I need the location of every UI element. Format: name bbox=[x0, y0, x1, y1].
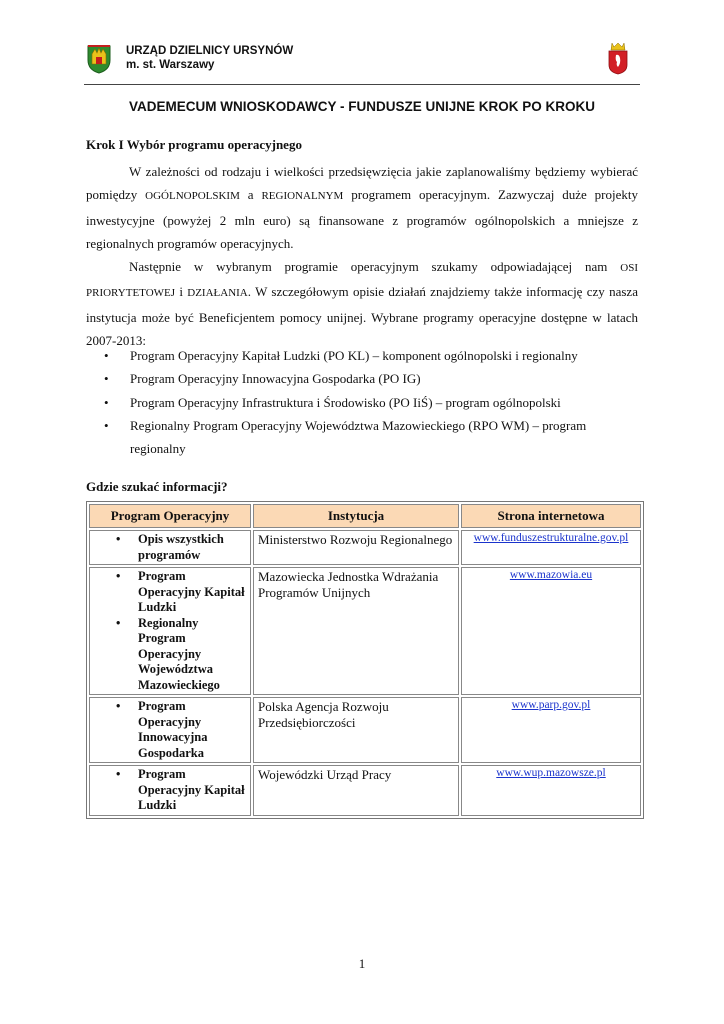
list-item-text: Regionalny Program Operacyjny Województwa Mazowieckiego (RPO WM) – program regionalny bbox=[130, 417, 587, 457]
list-item bbox=[86, 414, 638, 461]
website-cell bbox=[461, 697, 641, 763]
bullet-icon: • bbox=[104, 371, 109, 387]
program-item bbox=[94, 699, 246, 761]
bullet-icon: • bbox=[116, 569, 121, 583]
column-header-institution: Instytucja bbox=[253, 504, 459, 528]
website-link[interactable]: www.mazowia.eu bbox=[509, 569, 593, 581]
list-item-text: Program Operacyjny Innowacyjna Gospodarka (PO IG) bbox=[130, 371, 421, 387]
website-cell bbox=[461, 765, 641, 816]
program-item bbox=[94, 767, 246, 814]
website-link[interactable]: www.parp.gov.pl bbox=[511, 699, 591, 711]
section2-heading: Gdzie szukać informacji? bbox=[86, 479, 228, 494]
program-list bbox=[86, 344, 638, 460]
list-item bbox=[86, 367, 638, 390]
institution-cell: Mazowiecka Jednostka Wdrażania Programów Unijnych bbox=[253, 567, 459, 695]
paragraph-1 bbox=[86, 160, 638, 255]
website-cell bbox=[461, 567, 641, 695]
p1-part-a: W zależności od rodzaju i wielkości przedsięwzięcia jakie zaplanowaliśmy będziemy wybierać pomiędzy bbox=[86, 164, 638, 203]
table-header-row bbox=[89, 504, 641, 528]
program-item-text: Program Operacyjny Kapitał Ludzki bbox=[138, 767, 245, 812]
program-item-text: Program Operacyjny Kapitał Ludzki bbox=[138, 569, 245, 614]
website-link[interactable]: www.wup.mazowsze.pl bbox=[496, 767, 606, 779]
bullet-icon: • bbox=[104, 417, 109, 433]
paragraph-2 bbox=[86, 255, 638, 352]
section1-text bbox=[86, 160, 638, 352]
program-item bbox=[94, 616, 246, 694]
program-item bbox=[94, 569, 246, 616]
bullet-icon: • bbox=[104, 348, 109, 363]
program-cell bbox=[89, 530, 251, 565]
program-cell bbox=[89, 567, 251, 695]
table-row bbox=[89, 765, 641, 816]
document-title: VADEMECUM WNIOSKODAWCY - FUNDUSZE UNIJNE KROK PO KROKU bbox=[128, 99, 595, 114]
program-cell-list bbox=[94, 569, 246, 693]
section1-heading: Krok I Wybór programu operacyjnego bbox=[86, 137, 302, 152]
table-row bbox=[89, 530, 641, 565]
office-name-line2: m. st. Warszawy bbox=[126, 59, 215, 71]
program-item-text: Regionalny Program Operacyjny Województwa Mazowieckiego bbox=[138, 615, 220, 692]
office-name bbox=[126, 44, 293, 72]
bullet-icon: • bbox=[116, 615, 121, 630]
ursynow-coat-of-arms-icon bbox=[86, 42, 112, 74]
list-item bbox=[86, 391, 638, 414]
program-cell-list bbox=[94, 532, 246, 563]
column-header-program: Program Operacyjny bbox=[89, 504, 251, 528]
p2-term-action: DZIAŁANIA bbox=[187, 287, 248, 300]
page-number: 1 bbox=[358, 956, 366, 971]
program-item-text: Opis wszystkich programów bbox=[138, 532, 224, 562]
p2-part-c: . W szczegółowym opisie działań znajdziemy także informację czy nasza instytucja może być Beneficjentem pomocy unijnej. Wybrane programy operacyjne dostępne w latach 2007-2013: bbox=[86, 284, 638, 349]
program-cell-list bbox=[94, 699, 246, 761]
bullet-icon: • bbox=[116, 699, 121, 713]
program-cell bbox=[89, 697, 251, 763]
p2-part-a: Następnie w wybranym programie operacyjnym szukamy odpowiadającej nam bbox=[129, 259, 621, 275]
program-item-text: Program Operacyjny Innowacyjna Gospodarka bbox=[138, 699, 208, 760]
column-header-website: Strona internetowa bbox=[461, 504, 641, 528]
institution-cell: Polska Agencja Rozwoju Przedsiębiorczości bbox=[253, 697, 459, 763]
p1-term-regional: REGIONALNYM bbox=[261, 190, 344, 203]
p1-term-national: OGÓLNOPOLSKIM bbox=[145, 190, 240, 203]
p2-part-b: i bbox=[175, 284, 188, 300]
header-divider bbox=[84, 84, 640, 85]
p2-term-priority-axis: OSI PRIORYTETOWEJ bbox=[86, 262, 638, 300]
list-item-text: Program Operacyjny Kapitał Ludzki (PO KL) – komponent ogólnopolski i regionalny bbox=[130, 348, 578, 363]
list-item-text: Program Operacyjny Infrastruktura i Środowisko (PO IiŚ) – program ogólnopolski bbox=[130, 394, 561, 410]
table-row bbox=[89, 697, 641, 763]
website-cell bbox=[461, 530, 641, 565]
program-item bbox=[94, 532, 246, 563]
institution-cell: Wojewódzki Urząd Pracy bbox=[253, 765, 459, 816]
bullet-icon: • bbox=[116, 532, 121, 546]
program-cell bbox=[89, 765, 251, 816]
office-name-line1: URZĄD DZIELNICY URSYNÓW bbox=[126, 45, 294, 57]
institution-cell: Ministerstwo Rozwoju Regionalnego bbox=[253, 530, 459, 565]
p1-part-b: a bbox=[239, 187, 262, 203]
bullet-icon: • bbox=[104, 394, 109, 410]
bullet-icon: • bbox=[116, 767, 121, 781]
list-item bbox=[86, 344, 638, 367]
program-cell-list bbox=[94, 767, 246, 814]
info-table bbox=[86, 501, 644, 819]
warsaw-coat-of-arms-icon bbox=[607, 41, 629, 75]
p1-part-c: programem operacyjnym. Zazwyczaj duże projekty inwestycyjne (powyżej 2 mln euro) są finansowane z programów ogólnopolskich a mniejsze z regionalnych programów operacyjnych. bbox=[86, 187, 638, 251]
table-row bbox=[89, 567, 641, 695]
website-link[interactable]: www.funduszestrukturalne.gov.pl bbox=[473, 532, 629, 544]
